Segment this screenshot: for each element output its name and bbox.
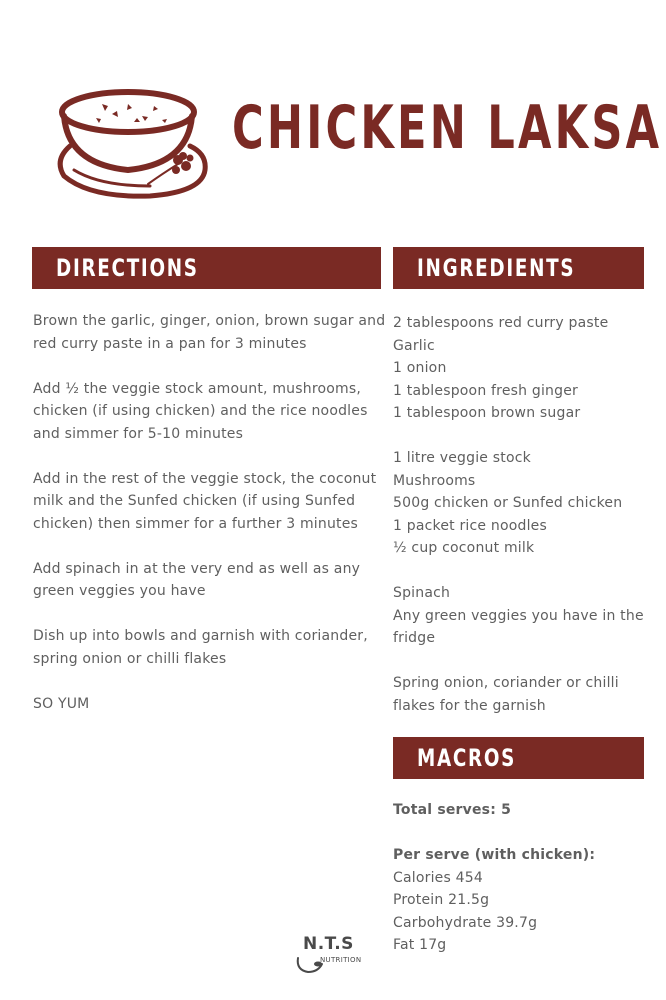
page-title: CHICKEN LAKSA (232, 93, 663, 163)
total-serves: Total serves: 5 (393, 802, 512, 818)
direction-step (33, 310, 386, 355)
ingredients-header (393, 247, 644, 289)
ingredient-item: 1 litre veggie stock (393, 450, 531, 466)
soup-bowl-icon (50, 86, 212, 206)
direction-line: SO YUM (33, 695, 90, 712)
directions-header (32, 247, 381, 289)
ingredient-item: 1 tablespoon brown sugar (393, 405, 581, 421)
direction-line: Dish up into bowls and garnish with coriander, (33, 628, 368, 644)
direction-line: spring onion or chilli flakes (33, 650, 227, 667)
direction-step (33, 693, 378, 716)
ingredient-item: ½ cup coconut milk (393, 540, 535, 556)
direction-line: red curry paste in a pan for 3 minutes (33, 335, 307, 352)
direction-line: green veggies you have (33, 583, 206, 599)
ingredient-item: Any green veggies you have in the (393, 607, 644, 624)
logo-name: N.T.S (303, 934, 354, 954)
direction-step (33, 625, 378, 670)
ingredients-list (393, 312, 653, 717)
ingredient-item: fridge (393, 630, 436, 646)
macro-item: Fat 17g (393, 937, 447, 953)
ingredient-item: Mushrooms (393, 472, 476, 489)
direction-line: Add in the rest of the veggie stock, the coconut (33, 470, 377, 487)
ingredient-item: Spinach (393, 585, 451, 601)
direction-line: chicken (if using chicken) and the rice noodles (33, 403, 368, 419)
direction-step (33, 378, 378, 446)
per-serve-label: Per serve (with chicken): (393, 847, 596, 863)
ingredient-item: 2 tablespoons red curry paste (393, 315, 609, 331)
logo-subtitle: NUTRITION (320, 956, 362, 964)
direction-line: Add ½ the veggie stock amount, mushrooms, (33, 380, 361, 397)
direction-line: and simmer for 5-10 minutes (33, 425, 244, 442)
macros-header (393, 737, 644, 779)
ingredient-item: Spring onion, coriander or chilli (393, 675, 619, 691)
ingredient-item: Garlic (393, 337, 435, 354)
macro-item: Calories 454 (393, 869, 483, 886)
macro-item: Carbohydrate 39.7g (393, 914, 538, 931)
macro-item: Protein 21.5g (393, 892, 490, 908)
ingredients-heading: INGREDIENTS (417, 254, 576, 282)
direction-step (33, 558, 378, 603)
directions-list (33, 310, 386, 738)
direction-line: Add spinach in at the very end as well as any (33, 560, 361, 577)
macros-heading: MACROS (417, 744, 517, 772)
ingredient-item: 1 onion (393, 360, 447, 376)
ingredient-item: 500g chicken or Sunfed chicken (393, 495, 623, 511)
directions-heading: DIRECTIONS (56, 254, 199, 282)
direction-line: Brown the garlic, ginger, onion, brown sugar and (33, 313, 386, 329)
direction-step (33, 468, 378, 536)
ingredient-item: 1 packet rice noodles (393, 517, 547, 534)
direction-line: milk and the Sunfed chicken (if using Sunfed (33, 493, 356, 509)
macros-list (393, 799, 653, 957)
ingredient-item: flakes for the garnish (393, 697, 546, 714)
direction-line: chicken) then simmer for a further 3 minutes (33, 515, 359, 532)
ingredient-item: 1 tablespoon fresh ginger (393, 382, 578, 399)
